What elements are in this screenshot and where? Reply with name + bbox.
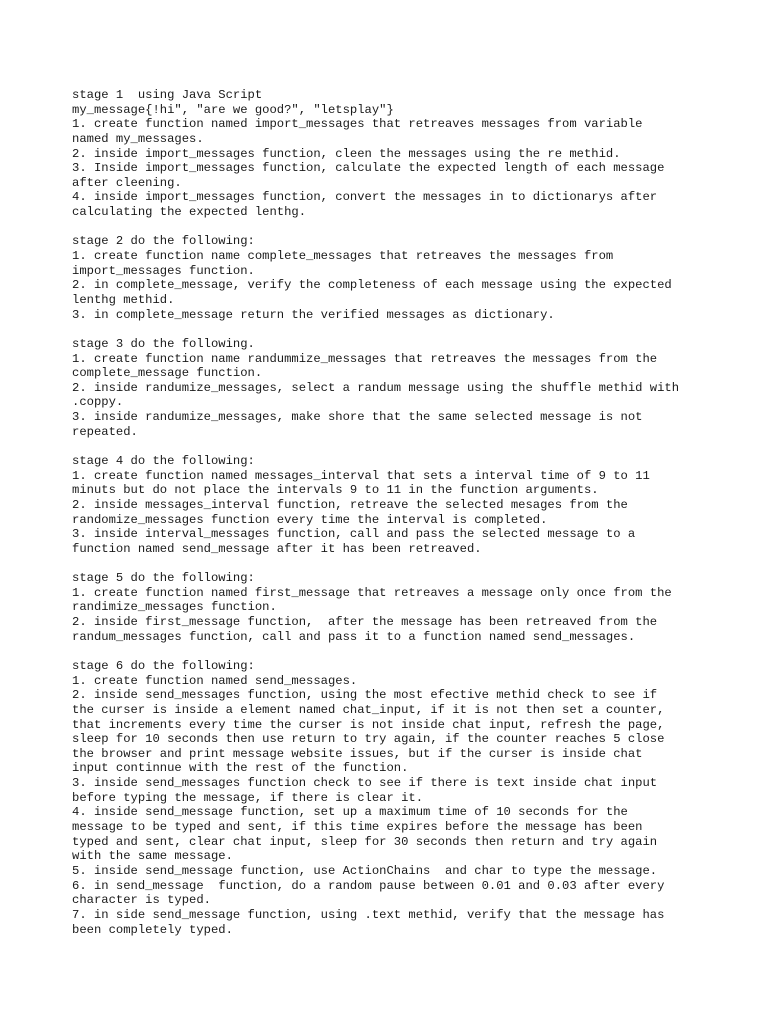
text-line: randimize_messages function. [72, 600, 277, 615]
text-line: stage 3 do the following. [72, 336, 255, 351]
text-line: 3. in complete_message return the verified messages as dictionary. [72, 307, 555, 322]
text-line: character is typed. [72, 893, 211, 908]
text-line: 1. create function named messages_interval that sets a interval time of 9 to 11 [72, 468, 650, 483]
text-line: stage 1 using Java Script [72, 88, 263, 102]
blank-line [72, 220, 722, 235]
text-line: typed and sent, clear chat input, sleep for 30 seconds then return and try again [72, 834, 658, 849]
text-line: 4. inside import_messages function, convert the messages in to dictionarys after [72, 190, 658, 205]
text-line: before typing the message, if there is clear it. [72, 790, 424, 805]
text-line: that increments every time the curser is not inside chat input, refresh the page, [72, 717, 665, 732]
text-line: stage 4 do the following: [72, 454, 255, 469]
text-line: the browser and print message website issues, but if the curser is inside chat [72, 746, 643, 761]
text-line: the curser is inside a element named chat_input, if it is not then set a counter, [72, 702, 665, 717]
text-line: my_message{!hi", "are we good?", "letsplay"} [72, 102, 394, 117]
text-line: 1. create function name randummize_messages that retreaves the messages from the [72, 351, 658, 366]
text-line: 3. Inside import_messages function, calculate the expected length of each message [72, 161, 665, 176]
blank-line [72, 557, 722, 572]
text-line: function named send_message after it has been retreaved. [72, 541, 482, 556]
text-line: with the same message. [72, 849, 233, 864]
blank-line [72, 644, 722, 659]
document-body [72, 88, 722, 937]
text-line: .coppy. [72, 395, 124, 410]
text-line: import_messages function. [72, 263, 255, 278]
text-line: 2. inside messages_interval function, retreave the selected mesages from the [72, 497, 628, 512]
text-line: 7. in side send_message function, using .text methid, verify that the message has [72, 907, 665, 922]
text-line: 1. create function named import_messages that retreaves messages from variable [72, 117, 643, 132]
text-line: 1. create function named first_message that retreaves a message only once from the [72, 585, 672, 600]
text-line: 3. inside randumize_messages, make shore that the same selected message is not [72, 410, 643, 425]
text-line: minuts but do not place the intervals 9 to 11 in the function arguments. [72, 483, 599, 498]
text-line: calculating the expected lenthg. [72, 205, 307, 220]
text-line: stage 2 do the following: [72, 234, 255, 249]
text-line: randum_messages function, call and pass it to a function named send_messages. [72, 629, 636, 644]
text-line: 2. in complete_message, verify the completeness of each message using the expected [72, 278, 672, 293]
text-line: 2. inside first_message function, after the message has been retreaved from the [72, 615, 658, 630]
text-line: message to be typed and sent, if this time expires before the message has been [72, 820, 643, 835]
text-line: sleep for 10 seconds then use return to try again, if the counter reaches 5 close [72, 732, 665, 747]
text-line: after cleening. [72, 175, 182, 190]
text-line: 1. create function name complete_messages that retreaves the messages from [72, 249, 614, 264]
blank-line [72, 439, 722, 454]
text-line: 6. in send_message function, do a random pause between 0.01 and 0.03 after every [72, 878, 665, 893]
text-line: repeated. [72, 424, 138, 439]
text-line: 5. inside send_message function, use ActionChains and char to type the message. [72, 863, 658, 878]
text-line: 2. inside send_messages function, using the most efective methid check to see if [72, 688, 658, 703]
text-line: 1. create function named send_messages. [72, 673, 358, 688]
text-line: named my_messages. [72, 131, 204, 146]
text-line: input continnue with the rest of the function. [72, 761, 409, 776]
text-line: 2. inside randumize_messages, select a randum message using the shuffle methid with [72, 380, 680, 395]
text-line: 2. inside import_messages function, cleen the messages using the re methid. [72, 146, 621, 161]
text-line: been completely typed. [72, 922, 233, 937]
text-line: stage 6 do the following: [72, 658, 255, 673]
text-line: lenthg methid. [72, 292, 175, 307]
text-line: stage 5 do the following: [72, 571, 255, 586]
blank-line [72, 322, 722, 337]
text-line: 3. inside send_messages function check to see if there is text inside chat input [72, 776, 658, 791]
text-line: complete_message function. [72, 366, 263, 381]
text-line: 4. inside send_message function, set up a maximum time of 10 seconds for the [72, 805, 628, 820]
text-line: randomize_messages function every time the interval is completed. [72, 512, 548, 527]
text-line: 3. inside interval_messages function, call and pass the selected message to a [72, 527, 636, 542]
